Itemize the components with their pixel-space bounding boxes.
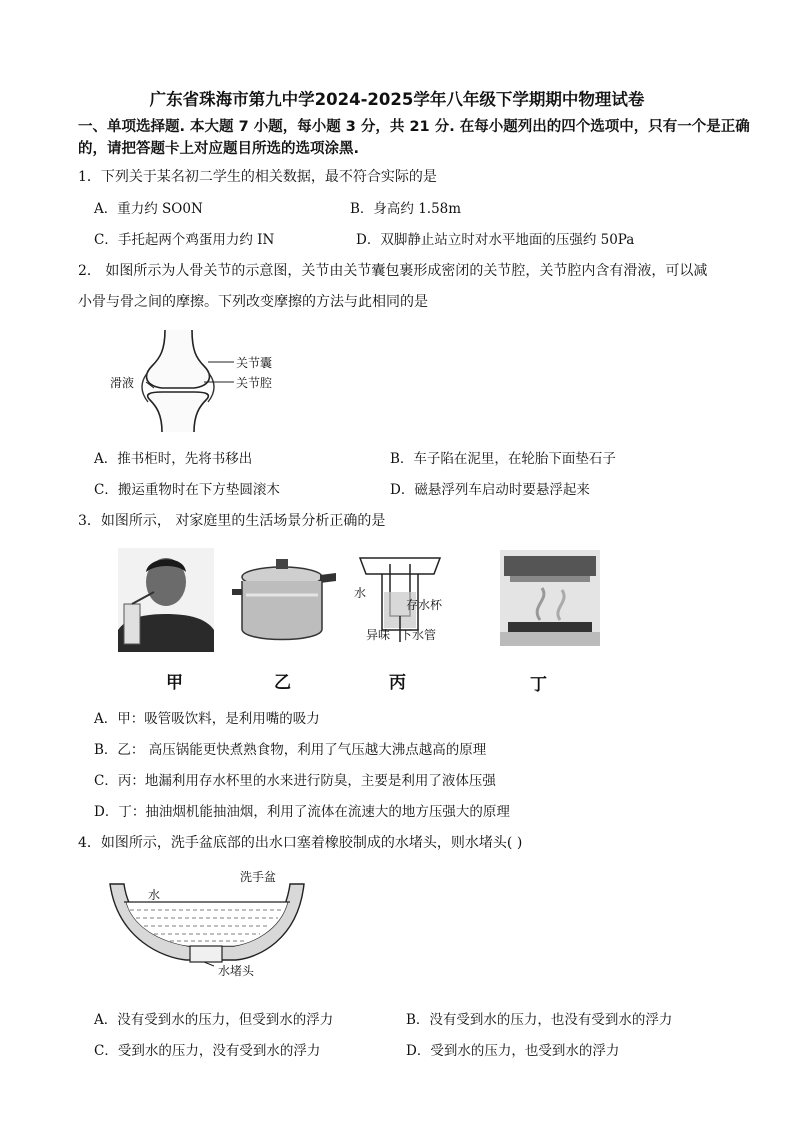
- q2-option-d: D．磁悬浮列车启动时要悬浮起来: [390, 482, 590, 498]
- q4-stem: 4．如图所示，洗手盆底部的出水口塞着橡胶制成的水堵头，则水堵头( ): [78, 835, 523, 851]
- q4-option-b: B．没有受到水的压力，也没有受到水的浮力: [406, 1012, 673, 1028]
- q3-stem: 3．如图所示， 对家庭里的生活场景分析正确的是: [78, 513, 386, 529]
- q1-option-b: B．身高约 1.58m: [350, 201, 462, 217]
- q1-option-d: D．双脚静止站立时对水平地面的压强约 50Pa: [356, 232, 635, 248]
- caption-bing: 丙: [389, 673, 406, 693]
- q3-option-d: D．丁：抽油烟机能抽油烟，利用了流体在流速大的地方压强大的原理: [94, 804, 510, 820]
- label-wash-basin: 洗手盆: [240, 870, 277, 884]
- label-water: 水: [354, 586, 367, 600]
- label-water-cup: 存水杯: [406, 598, 443, 612]
- wash-basin-figure: [108, 866, 318, 981]
- caption-ding: 丁: [530, 675, 547, 695]
- label-drain-pipe: 下水管: [400, 628, 437, 642]
- q1-option-a: A．重力约 SO0N: [94, 201, 203, 217]
- q2-option-b: B．车子陷在泥里，在轮胎下面垫石子: [390, 451, 616, 467]
- q3-option-b: B．乙： 高压锅能更快煮熟食物，利用了气压越大沸点越高的原理: [94, 742, 487, 758]
- figure-yi-pressure-cooker: [232, 555, 337, 650]
- q2-stem-line2: 小骨与骨之间的摩擦。下列改变摩擦的方法与此相同的是: [78, 294, 428, 310]
- figure-ding-range-hood: [500, 550, 600, 646]
- q2-option-c: C．搬运重物时在下方垫圆滚木: [94, 482, 280, 498]
- knee-joint-figure: [110, 330, 310, 432]
- figure-bing-floor-drain: [354, 552, 446, 642]
- q1-option-c: C．手托起两个鸡蛋用力约 IN: [94, 232, 275, 248]
- caption-yi: 乙: [274, 673, 291, 693]
- q4-option-d: D．受到水的压力，也受到水的浮力: [406, 1043, 620, 1059]
- q3-option-a: A．甲：吸管吸饮料，是利用嘴的吸力: [94, 711, 320, 727]
- q2-option-a: A．推书柜时，先将书移出: [94, 451, 253, 467]
- q1-stem: 1．下列关于某名初二学生的相关数据，最不符合实际的是: [78, 169, 437, 185]
- label-joint-cavity: 关节腔: [236, 376, 273, 390]
- q3-option-c: C．丙：地漏利用存水杯里的水来进行防臭，主要是利用了液体压强: [94, 773, 496, 789]
- label-odor: 异味: [366, 628, 391, 642]
- label-synovial-fluid: 滑液: [110, 376, 135, 390]
- q4-option-c: C．受到水的压力，没有受到水的浮力: [94, 1043, 321, 1059]
- label-water-plug: 水堵头: [218, 964, 255, 978]
- figure-jia-child-drinking: [118, 548, 214, 652]
- caption-jia: 甲: [166, 673, 183, 693]
- exam-title: 广东省珠海市第九中学2024-2025学年八年级下学期期中物理试卷: [149, 90, 645, 109]
- q4-option-a: A．没有受到水的压力，但受到水的浮力: [94, 1012, 334, 1028]
- section-heading: 一、单项选择题. 本大题 7 小题，每小题 3 分，共 21 分. 在每小题列出的四个选项中，只有一个是正确的，请把答题卡上对应题目所选的选项涂黑.: [78, 119, 750, 157]
- q2-stem-line1: 2． 如图所示为人骨关节的示意图，关节由关节囊包裹形成密闭的关节腔，关节腔内含有滑液，可以减: [78, 263, 708, 279]
- label-joint-capsule: 关节囊: [236, 356, 273, 370]
- label-basin-water: 水: [148, 888, 161, 902]
